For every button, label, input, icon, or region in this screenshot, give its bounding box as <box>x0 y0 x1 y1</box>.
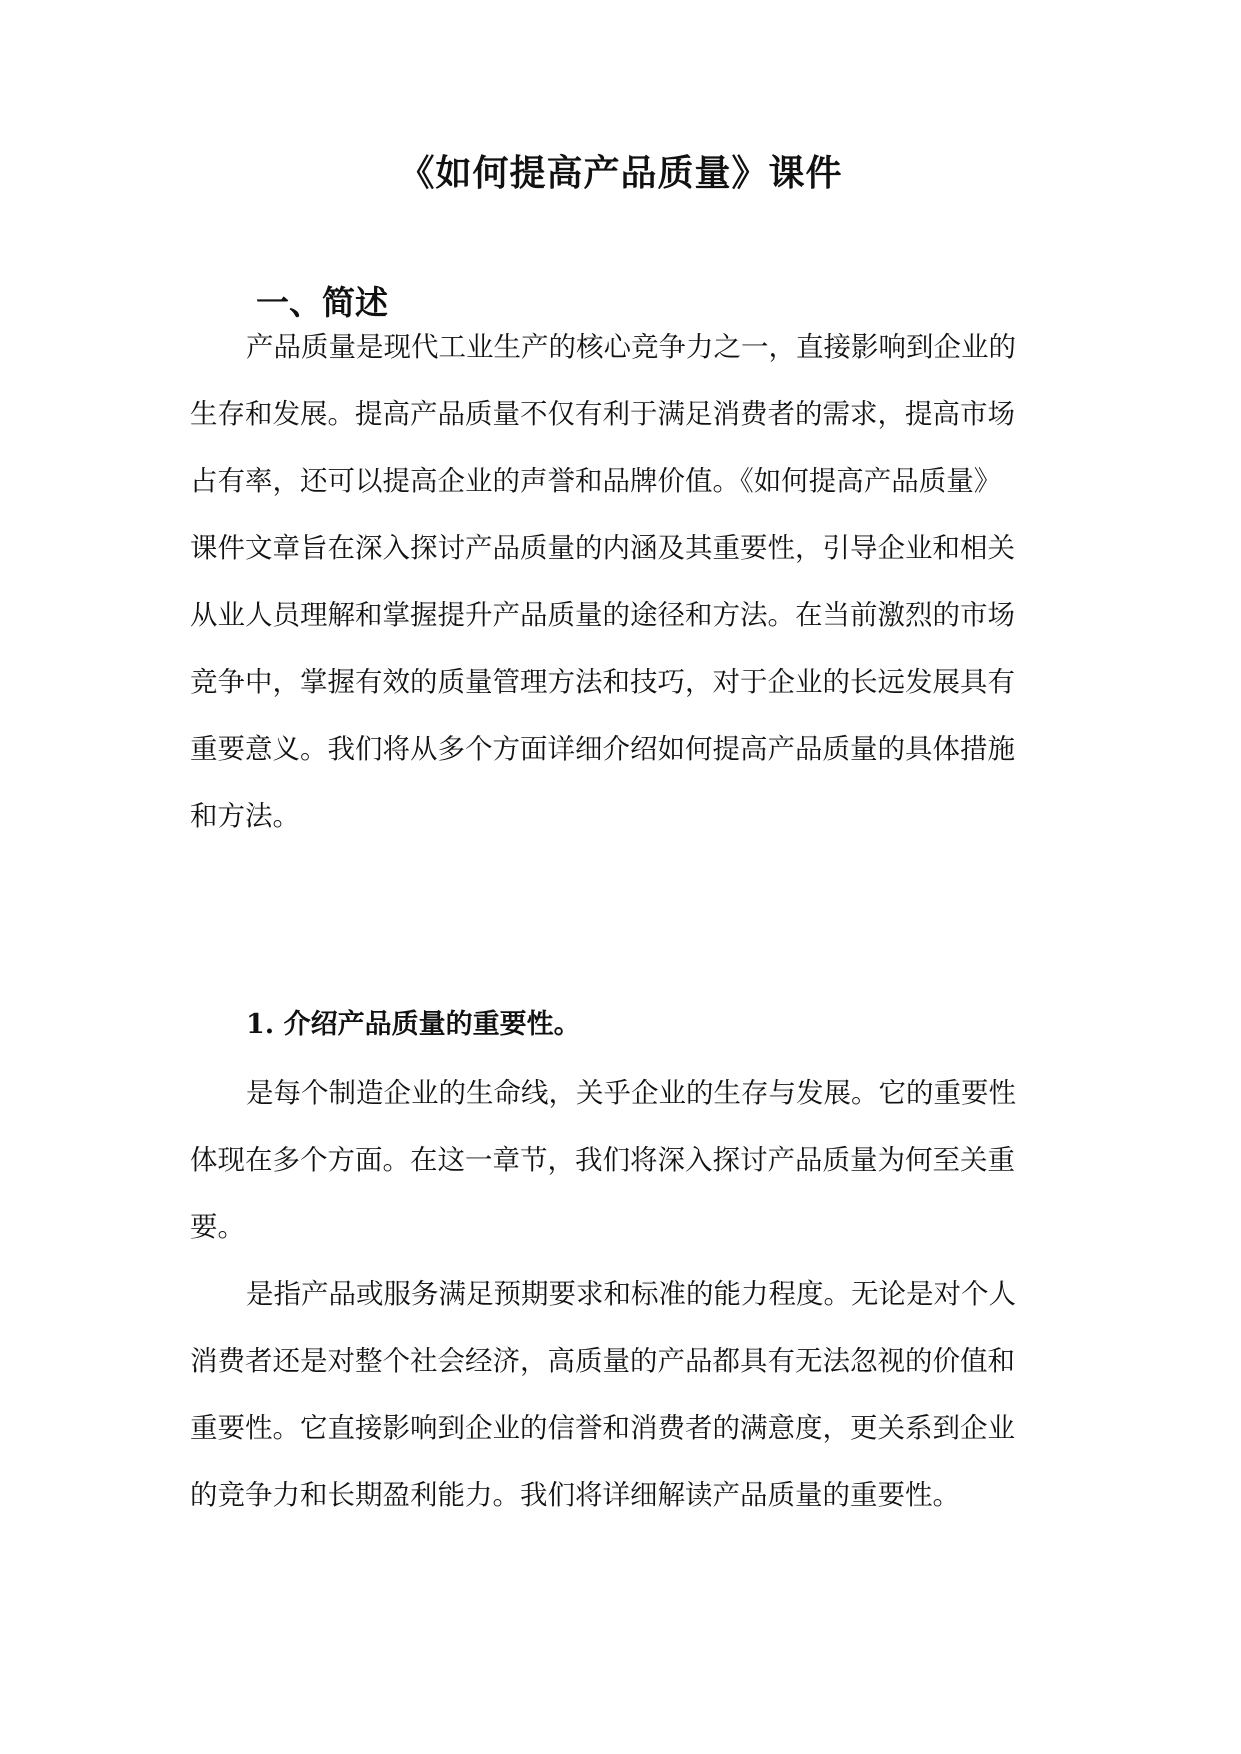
paragraph-line: 体现在多个方面。在这一章节，我们将深入探讨产品质量为何至关重 <box>190 1144 1015 1176</box>
paragraph-line: 竞争中，掌握有效的质量管理方法和技巧，对于企业的长远发展具有 <box>190 666 1015 698</box>
paragraph-line: 生存和发展。提高产品质量不仅有利于满足消费者的需求，提高市场 <box>190 398 1015 430</box>
paragraph-line: 产品质量是现代工业生产的核心竞争力之一，直接影响到企业的 <box>246 331 1016 363</box>
paragraph-line: 重要性。它直接影响到企业的信誉和消费者的满意度，更关系到企业 <box>190 1412 1015 1444</box>
paragraph-line: 要。 <box>190 1211 245 1243</box>
paragraph-line: 从业人员理解和掌握提升产品质量的途径和方法。在当前激烈的市场 <box>190 599 1015 631</box>
paragraph-line: 是每个制造企业的生命线，关乎企业的生存与发展。它的重要性 <box>246 1077 1016 1109</box>
document-title: 《如何提高产品质量》课件 <box>398 152 843 194</box>
paragraph-line: 重要意义。我们将从多个方面详细介绍如何提高产品质量的具体措施 <box>190 733 1015 765</box>
section-heading-overview: 一、简述 <box>256 283 388 322</box>
paragraph-line: 消费者还是对整个社会经济，高质量的产品都具有无法忽视的价值和 <box>190 1345 1015 1377</box>
paragraph-line: 占有率，还可以提高企业的声誉和品牌价值。《如何提高产品质量》 <box>190 465 1002 497</box>
paragraph-line: 的竞争力和长期盈利能力。我们将详细解读产品质量的重要性。 <box>190 1479 960 1511</box>
paragraph-line: 和方法。 <box>190 800 300 832</box>
paragraph-line: 课件文章旨在深入探讨产品质量的内涵及其重要性，引导企业和相关 <box>190 532 1015 564</box>
paragraph-line: 是指产品或服务满足预期要求和标准的能力程度。无论是对个人 <box>246 1278 1016 1310</box>
subsection-heading-importance: 1. 介绍产品质量的重要性。 <box>246 1009 581 1040</box>
